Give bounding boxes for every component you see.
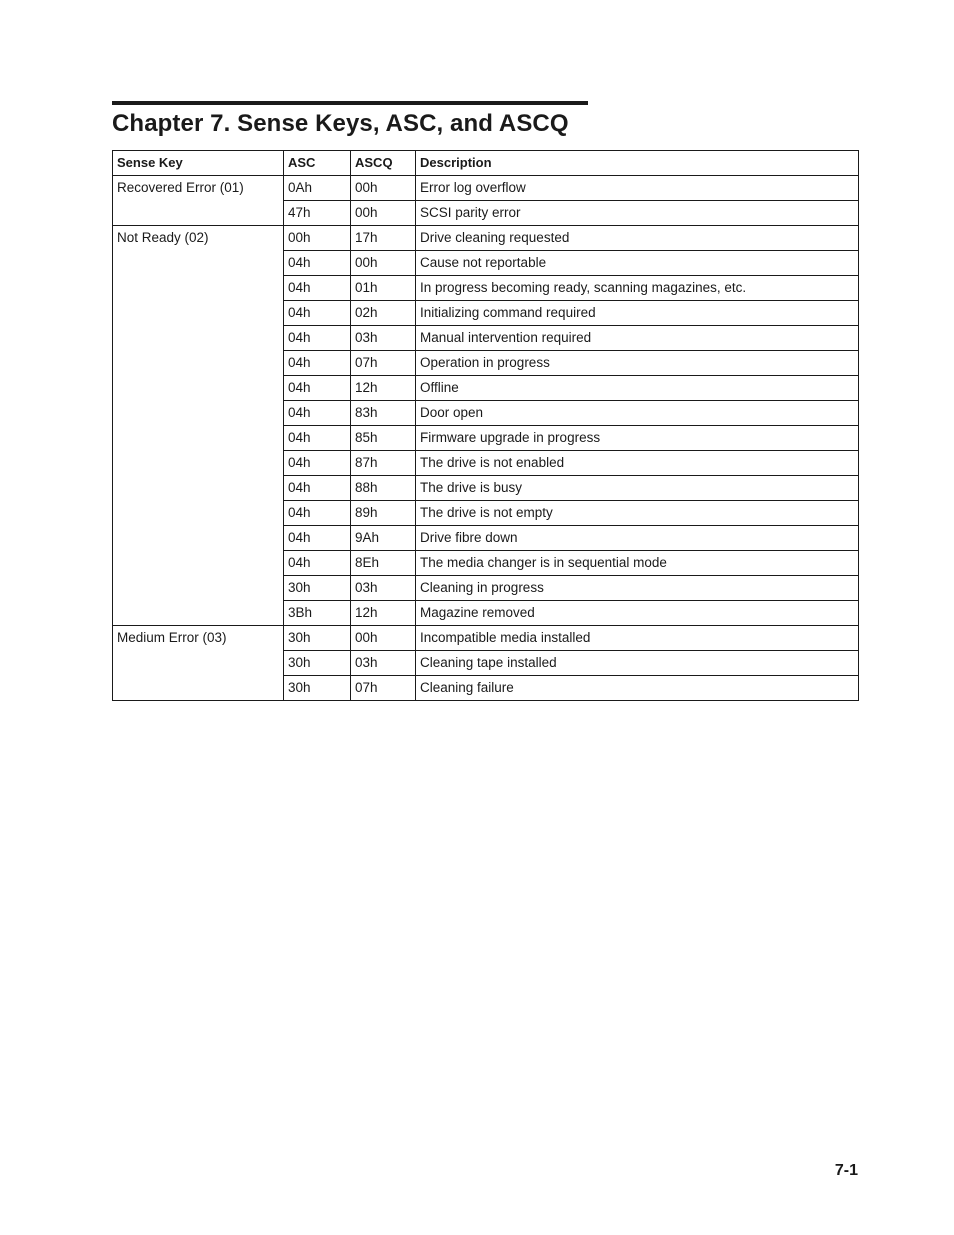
description-cell: Drive cleaning requested (416, 226, 859, 251)
description-cell: Drive fibre down (416, 526, 859, 551)
asc-cell: 04h (284, 351, 351, 376)
description-cell: Magazine removed (416, 601, 859, 626)
asc-cell: 30h (284, 651, 351, 676)
description-cell: Offline (416, 376, 859, 401)
description-cell: The drive is not empty (416, 501, 859, 526)
table-body (113, 176, 859, 701)
asc-cell: 04h (284, 276, 351, 301)
table-row (113, 176, 859, 201)
ascq-cell: 83h (351, 401, 416, 426)
asc-cell: 04h (284, 326, 351, 351)
asc-cell: 04h (284, 476, 351, 501)
ascq-cell: 02h (351, 301, 416, 326)
ascq-cell: 03h (351, 651, 416, 676)
description-cell: Incompatible media installed (416, 626, 859, 651)
title-rule (112, 101, 588, 105)
ascq-cell: 89h (351, 501, 416, 526)
asc-cell: 0Ah (284, 176, 351, 201)
header-asc: ASC (284, 151, 351, 176)
table-row (113, 626, 859, 651)
description-cell: Firmware upgrade in progress (416, 426, 859, 451)
sense-key-cell: Not Ready (02) (113, 226, 284, 626)
ascq-cell: 00h (351, 176, 416, 201)
ascq-cell: 03h (351, 576, 416, 601)
description-cell: Cleaning failure (416, 676, 859, 701)
sense-key-cell: Medium Error (03) (113, 626, 284, 701)
asc-cell: 04h (284, 401, 351, 426)
asc-cell: 04h (284, 426, 351, 451)
ascq-cell: 03h (351, 326, 416, 351)
asc-cell: 47h (284, 201, 351, 226)
table-row (113, 226, 859, 251)
asc-cell: 04h (284, 301, 351, 326)
asc-cell: 04h (284, 501, 351, 526)
ascq-cell: 88h (351, 476, 416, 501)
asc-cell: 04h (284, 251, 351, 276)
asc-cell: 04h (284, 451, 351, 476)
description-cell: The drive is not enabled (416, 451, 859, 476)
asc-cell: 04h (284, 526, 351, 551)
ascq-cell: 12h (351, 376, 416, 401)
description-cell: Operation in progress (416, 351, 859, 376)
asc-cell: 30h (284, 626, 351, 651)
table-header-row (113, 151, 859, 176)
asc-cell: 04h (284, 551, 351, 576)
description-cell: Initializing command required (416, 301, 859, 326)
description-cell: Cause not reportable (416, 251, 859, 276)
asc-cell: 00h (284, 226, 351, 251)
ascq-cell: 9Ah (351, 526, 416, 551)
description-cell: Manual intervention required (416, 326, 859, 351)
description-cell: Cleaning tape installed (416, 651, 859, 676)
description-cell: SCSI parity error (416, 201, 859, 226)
header-ascq: ASCQ (351, 151, 416, 176)
asc-cell: 30h (284, 676, 351, 701)
asc-cell: 30h (284, 576, 351, 601)
ascq-cell: 12h (351, 601, 416, 626)
sense-key-cell: Recovered Error (01) (113, 176, 284, 226)
ascq-cell: 00h (351, 251, 416, 276)
page-number: 7-1 (834, 1162, 858, 1179)
ascq-cell: 00h (351, 201, 416, 226)
description-cell: Error log overflow (416, 176, 859, 201)
ascq-cell: 8Eh (351, 551, 416, 576)
description-cell: In progress becoming ready, scanning magazines, etc. (416, 276, 859, 301)
asc-cell: 3Bh (284, 601, 351, 626)
description-cell: Cleaning in progress (416, 576, 859, 601)
ascq-cell: 01h (351, 276, 416, 301)
ascq-cell: 07h (351, 676, 416, 701)
ascq-cell: 85h (351, 426, 416, 451)
ascq-cell: 00h (351, 626, 416, 651)
sense-key-table (112, 150, 859, 701)
description-cell: The media changer is in sequential mode (416, 551, 859, 576)
ascq-cell: 87h (351, 451, 416, 476)
asc-cell: 04h (284, 376, 351, 401)
chapter-title: Chapter 7. Sense Keys, ASC, and ASCQ (112, 110, 569, 137)
header-description: Description (416, 151, 859, 176)
ascq-cell: 07h (351, 351, 416, 376)
ascq-cell: 17h (351, 226, 416, 251)
header-sense-key: Sense Key (113, 151, 284, 176)
description-cell: Door open (416, 401, 859, 426)
description-cell: The drive is busy (416, 476, 859, 501)
